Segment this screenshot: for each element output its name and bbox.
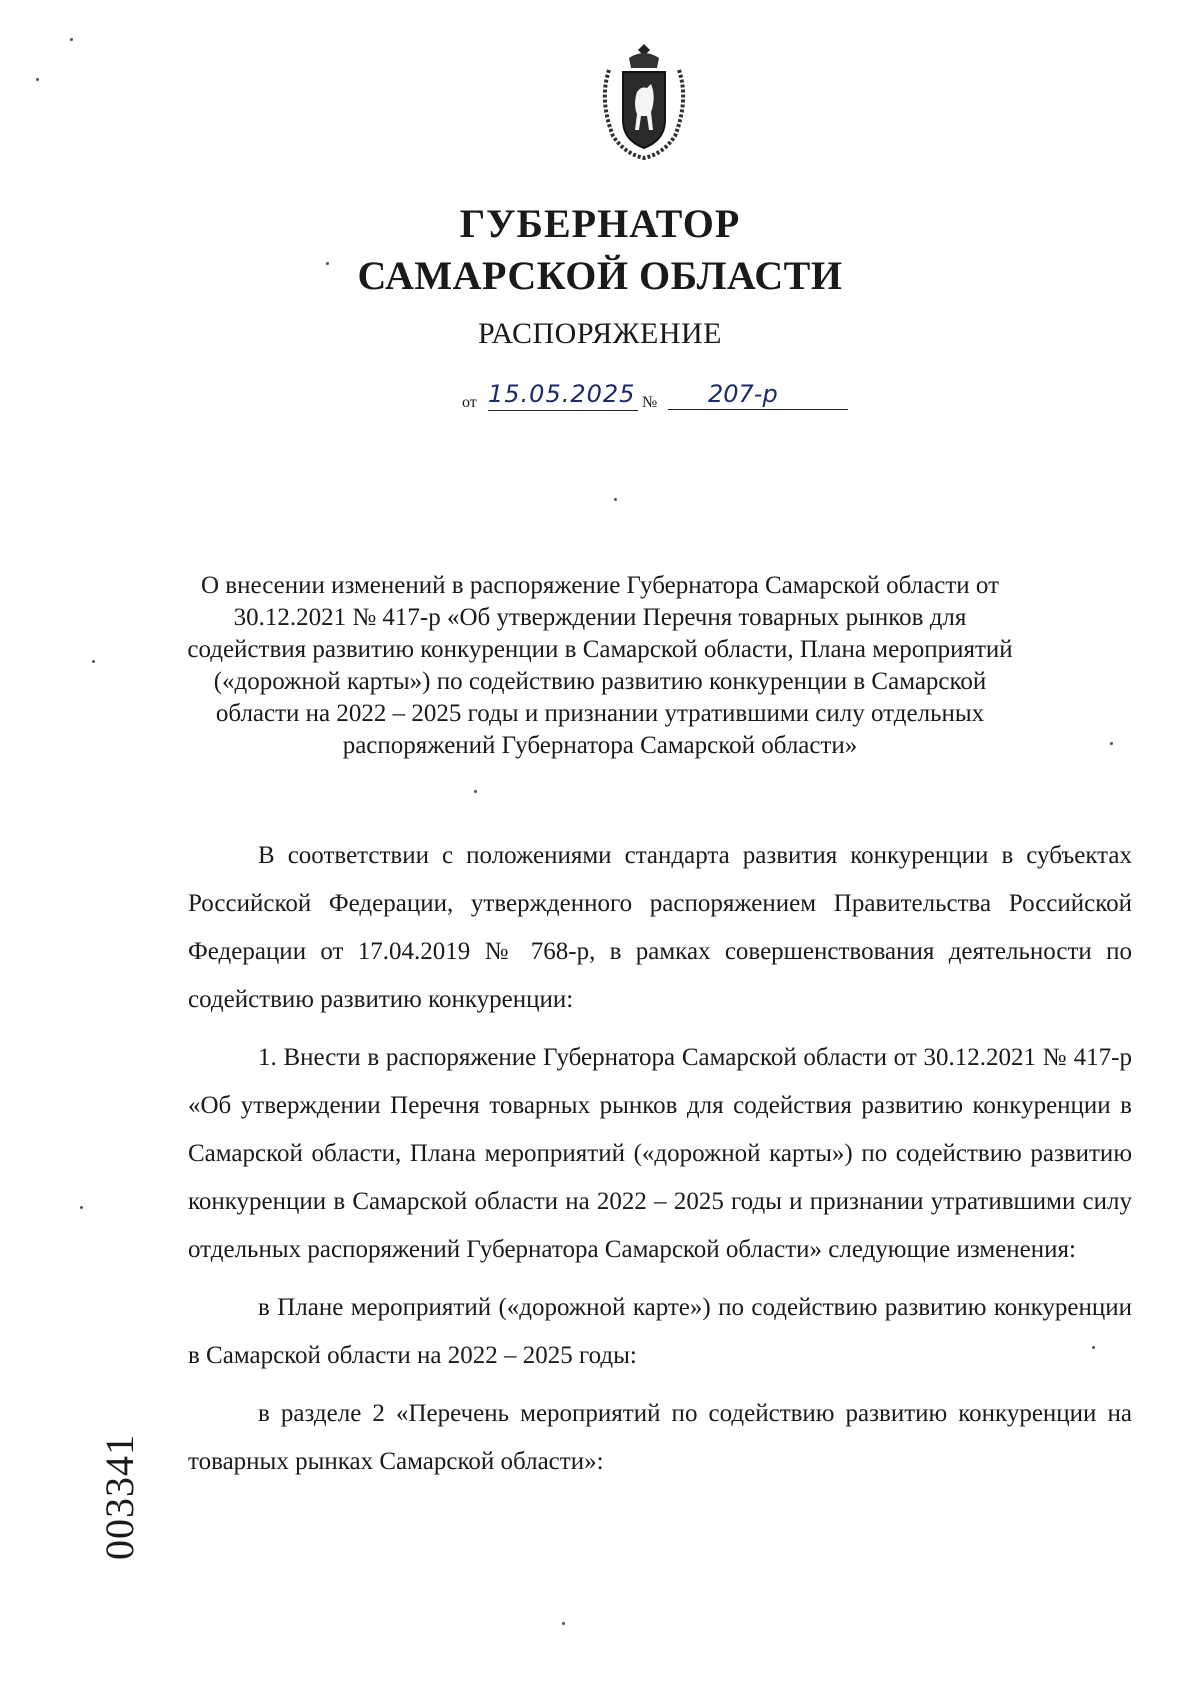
coat-of-arms-icon xyxy=(595,40,693,162)
scan-speck xyxy=(614,498,617,501)
body-paragraph-2: 1. Внести в распоряжение Губернатора Самарской области от 30.12.2021 № 417-р «Об утверждении Перечня товарных рынков для содействия развитию конкуренции в Самарской области, Плана мероприятий («дорожной карты») по содействию развитию конкуренции в Самарской области на 2022 – 2025 годы и признании утратившими силу отдельных распоряжений Губернатора Самарской области» следующие изменения: xyxy=(188,1044,1132,1263)
body-paragraph-3: в Плане мероприятий («дорожной карте») по содействию развитию конкуренции в Самарской области на 2022 – 2025 годы: xyxy=(188,1294,1132,1369)
number-label: № xyxy=(642,394,658,411)
registration-stamp-number: 003341 xyxy=(97,1434,142,1560)
document-subject: О внесении изменений в распоряжение Губернатора Самарской области от 30.12.2021 № 417-р «Об утверждении Перечня товарных рынков для содействия развитию конкуренции в Самарской области, Плана мероприятий («дорожной карты») по содействию развитию конкуренции в Самарской области на 2022 – 2025 годы и признании утратившими силу отдельных распоряжений Губернатора Самарской области» xyxy=(187,572,1013,759)
issuer-title-line1: ГУБЕРНАТОР xyxy=(459,201,741,246)
document-body xyxy=(188,832,1132,1496)
from-label: от xyxy=(462,394,477,411)
scan-speck xyxy=(36,78,39,81)
body-paragraph-1: В соответствии с положениями стандарта развития конкуренции в субъектах Российской Федерации, утвержденного распоряжением Правительства Российской Федерации от 17.04.2019 № 768-р, в рамках совершенствования деятельности по содействию развитию конкуренции: xyxy=(188,842,1132,1013)
scan-speck xyxy=(1110,742,1113,745)
handwritten-number: 207-р xyxy=(668,380,848,410)
body-paragraph-4: в разделе 2 «Перечень мероприятий по содействию развитию конкуренции на товарных рынках Самарской области»: xyxy=(188,1400,1132,1475)
scan-speck xyxy=(80,1206,83,1209)
scan-speck xyxy=(70,38,73,41)
scan-speck xyxy=(1092,1346,1095,1349)
scan-speck xyxy=(326,262,329,265)
handwritten-date: 15.05.2025 xyxy=(488,380,638,411)
issuer-title-line2: САМАРСКОЙ ОБЛАСТИ xyxy=(357,253,843,298)
document-type: РАСПОРЯЖЕНИЕ xyxy=(477,317,723,350)
scan-speck xyxy=(562,1622,565,1625)
scan-speck xyxy=(474,790,477,793)
scan-speck xyxy=(92,660,95,663)
date-number-line xyxy=(462,380,862,416)
